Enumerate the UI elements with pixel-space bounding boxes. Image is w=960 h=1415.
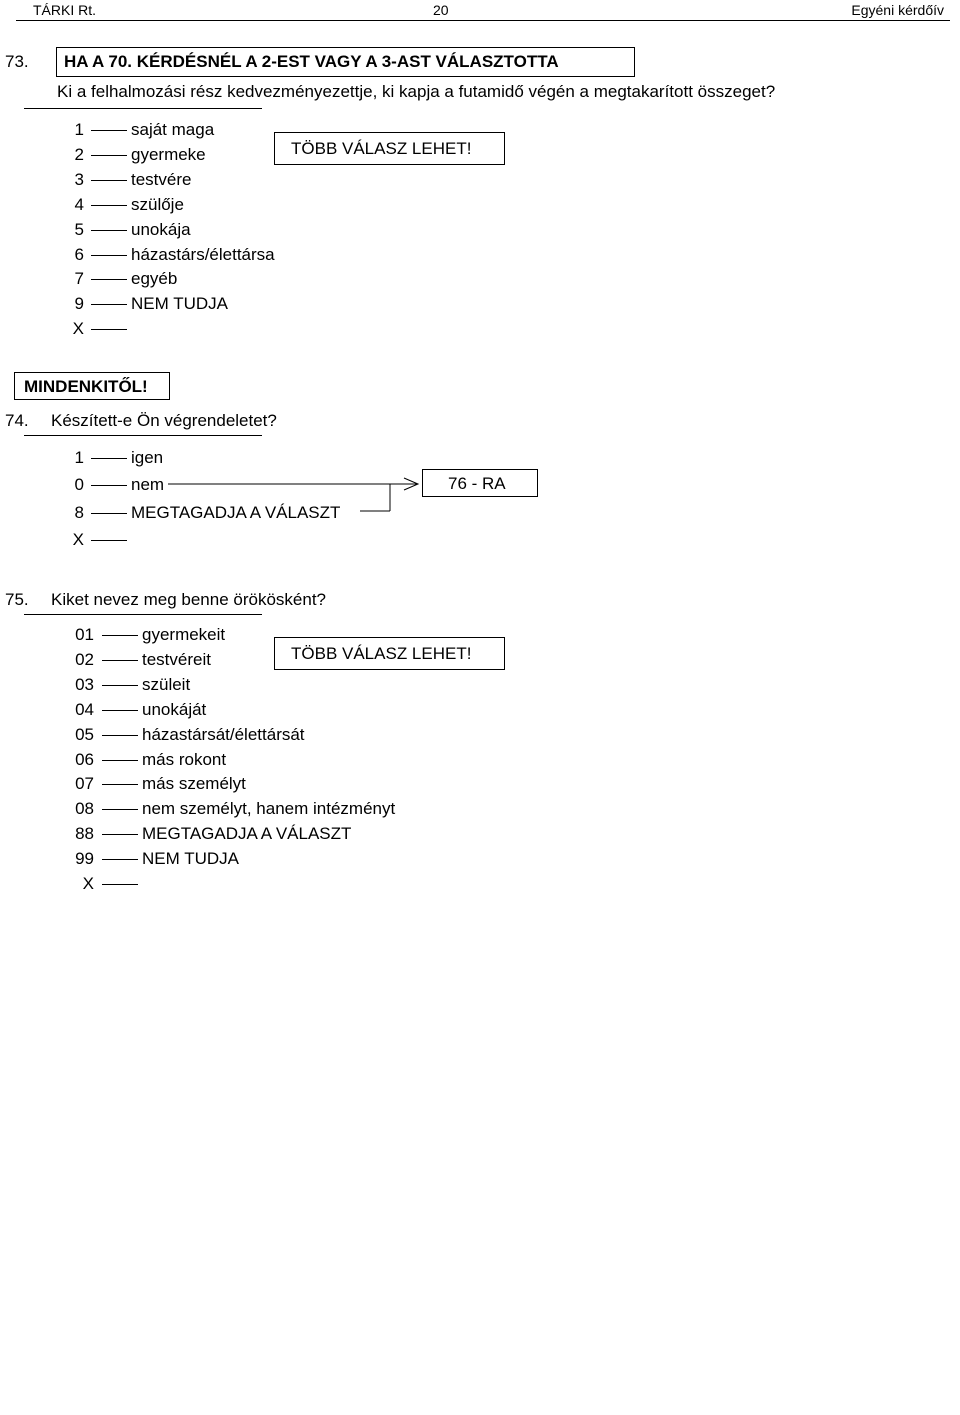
q75-question: Kiket nevez meg benne örökösként? [51,590,327,609]
q75-option-dash [102,635,138,636]
q74-option-label: MEGTAGADJA A VÁLASZT [131,502,341,522]
q73-option-label: gyermeke [131,144,206,164]
q75-option-dash [102,660,138,661]
q75-option-dash [102,710,138,711]
q73-question: Ki a felhalmozási rész kedvezményezettje, ki kapja a futamidő végén a megtakarított összeget? [57,82,776,101]
q75-note-box [274,637,505,670]
q75-note: TÖBB VÁLASZ LEHET! [291,644,472,663]
q75-option-label: unokáját [142,699,207,719]
q75-option-dash [102,735,138,736]
q75-option-code: 99 [75,849,94,869]
instruction-text: MINDENKITŐL! [24,377,148,396]
q75-option-label: házastársát/élettársát [142,724,305,744]
q75-option-label: MEGTAGADJA A VÁLASZT [142,824,352,844]
q75-option-dash [102,760,138,761]
q75-option-code: 03 [75,674,94,694]
q75-option-dash [102,784,138,785]
page-number: 20 [433,2,449,18]
q74-option-label: nem [131,475,165,495]
q75-option-label: gyermekeit [142,625,226,644]
q73-option-label: szülője [131,194,184,214]
q75-option-label: nem személyt, hanem intézményt [142,799,396,819]
q73-filter-text: HA A 70. KÉRDÉSNÉL A 2-EST VAGY A 3-AST VÁLASZTOTTA [64,52,559,71]
q75-option-label: szüleit [142,674,191,694]
q75-option-code: 08 [75,799,94,819]
q74-option-code: 0 [74,475,84,495]
q75-option-dash [102,685,138,686]
q74-question: Készített-e Ön végrendeletet? [51,411,277,430]
q73-option-label: unokája [131,219,191,239]
q73-option-code: 6 [74,244,84,264]
header-right: Egyéni kérdőív [851,2,944,18]
q75-option-dash [102,859,138,860]
q74-number: 74. [5,411,29,430]
q75-option-label: NEM TUDJA [142,849,239,869]
q75-option-dash [102,834,138,835]
q75-number: 75. [5,590,29,609]
q73-option-code: 9 [74,294,84,314]
q73-option-code: 5 [74,219,84,239]
q73-option-code: 7 [74,269,84,289]
q73-option-code: 1 [74,120,84,139]
q74-option-code: 8 [74,502,84,522]
q73-option-label: egyéb [131,269,178,289]
q73-number: 73. [5,52,29,71]
q73-option-label: testvére [131,169,192,189]
q74-option-label: igen [131,448,164,467]
q75-option-code: 07 [75,774,94,794]
q75-option-label: más rokont [142,749,227,769]
q73-option-label: NEM TUDJA [131,294,228,314]
q73-option-label: saját maga [131,120,215,139]
q73-note: TÖBB VÁLASZ LEHET! [291,139,472,158]
q75-option-code: 01 [75,625,94,644]
q73-option-code: 4 [74,194,84,214]
q75-option-dash [102,809,138,810]
header-left: TÁRKI Rt. [33,2,97,18]
q75-option-dash [102,884,138,885]
q73-option-code: 2 [74,144,84,164]
q75-option-code: X [82,874,94,893]
q74-skip-box [422,469,538,497]
q73-option-label: házastárs/élettársa [131,244,275,264]
q75-option-label: más személyt [142,774,246,794]
q74-skip-text: 76 - RA [448,474,506,493]
q75-option-code: 02 [75,649,94,669]
q75-option-code: 04 [75,699,94,719]
q75-option-code: 88 [75,824,94,844]
q75-option-code: 06 [75,749,94,769]
q75-underline [24,614,262,615]
q73-option-code: 3 [74,169,84,189]
q74-option-code: X [72,529,84,549]
q74-option-code: 1 [74,448,84,467]
q75-option-label: testvéreit [142,649,211,669]
q73-option-code: X [72,319,84,339]
q75-option-code: 05 [75,724,94,744]
